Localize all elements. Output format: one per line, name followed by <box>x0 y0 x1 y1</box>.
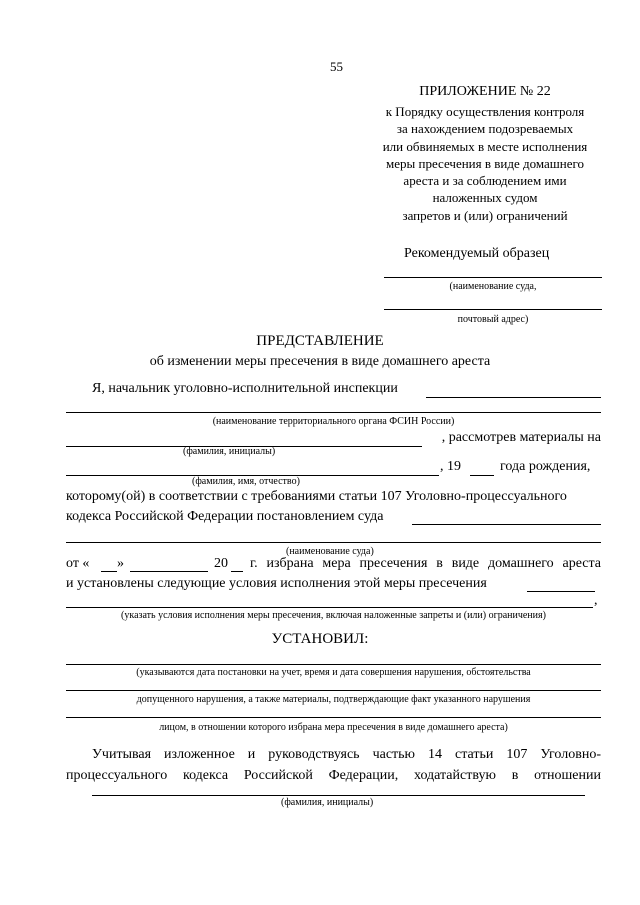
date-month-blank <box>130 571 208 572</box>
intro-text: Я, начальник уголовно-исполнительной инспекции <box>92 381 398 396</box>
date-year-blank <box>231 571 243 572</box>
final-line-1: Учитывая изложенное и руководствуясь частью 14 статьи 107 Уголовно- <box>92 747 601 762</box>
court-blank <box>66 542 601 543</box>
caption-conditions: (указать условия исполнения меры пресечения, включая наложенные запреты и (или) ограничения) <box>121 610 546 621</box>
conditions-blank-full <box>66 607 593 608</box>
court-name-caption: (наименование суда, <box>449 281 537 292</box>
inspection-blank <box>426 397 601 398</box>
court-name-line <box>384 277 602 278</box>
final-blank <box>92 795 585 796</box>
caption-fsin: (наименование территориального органа ФСИН России) <box>212 416 455 427</box>
caption-officer: (фамилия, инициалы) <box>183 446 276 457</box>
birth-prefix: , 19 <box>440 459 461 474</box>
caption-final: (фамилия, инициалы) <box>281 797 374 808</box>
date-quote: » <box>117 556 124 571</box>
appendix-line: наложенных судом <box>432 190 538 206</box>
caption-person: (фамилия, имя, отчество) <box>192 476 300 487</box>
reviewed-text: , рассмотрев материалы на <box>441 430 601 445</box>
date-year: 20 <box>214 556 228 571</box>
trailing-comma: , <box>594 593 598 608</box>
court-address-caption: почтовый адрес) <box>457 314 529 325</box>
para-statute: которому(ой) в соответствии с требованиями статьи 107 Уголовно-процессуального <box>66 489 567 504</box>
final-line-2: процессуального кодекса Российской Федерации, ходатайствую в отношении <box>66 768 601 783</box>
date-day-blank <box>101 571 117 572</box>
document-title: ПРЕДСТАВЛЕНИЕ <box>256 333 384 349</box>
established-blank-3 <box>66 717 601 718</box>
appendix-line: запретов и (или) ограничений <box>402 207 568 223</box>
page-number: 55 <box>330 59 343 74</box>
para-conditions: и установлены следующие условия исполнения этой меры пресечения <box>66 576 487 591</box>
caption-court: (наименование суда) <box>286 546 374 557</box>
date-from: от « <box>66 556 90 571</box>
appendix-line: к Порядку осуществления контроля <box>385 104 585 119</box>
caption-established-2: допущенного нарушения, а также материалы, подтверждающие факт указанного нарушения <box>136 694 531 705</box>
caption-established-3: лицом, в отношении которого избрана мера пресечения в виде домашнего ареста) <box>159 722 508 733</box>
court-address-line <box>384 309 602 310</box>
document-subtitle: об изменении меры пресечения в виде домашнего ареста <box>149 354 491 369</box>
established-blank-2 <box>66 690 601 691</box>
appendix-line: или обвиняемых в месте исполнения <box>382 138 588 154</box>
appendix-title: ПРИЛОЖЕНИЕ № 22 <box>419 84 551 99</box>
court-decision-blank <box>412 524 601 525</box>
birth-suffix: года рождения, <box>500 459 591 474</box>
para-court-decision: кодекса Российской Федерации постановлением суда <box>66 509 384 524</box>
caption-established-1: (указываются дата постановки на учет, время и дата совершения нарушения, обстоятельства <box>136 667 531 678</box>
birth-year-blank <box>470 475 494 476</box>
date-rest: г. избрана мера пресечения в виде домашнего ареста <box>250 556 601 571</box>
conditions-blank <box>527 591 595 592</box>
fsin-blank <box>66 412 601 413</box>
appendix-text <box>340 103 630 224</box>
appendix-line: меры пресечения в виде домашнего <box>386 155 584 171</box>
established-blank-1 <box>66 664 601 665</box>
established-heading: УСТАНОВИЛ: <box>271 631 369 647</box>
sample-label: Рекомендуемый образец <box>404 246 550 261</box>
appendix-line: ареста и за соблюдением ими <box>403 173 567 189</box>
appendix-line: за нахождением подозреваемых <box>396 121 574 137</box>
